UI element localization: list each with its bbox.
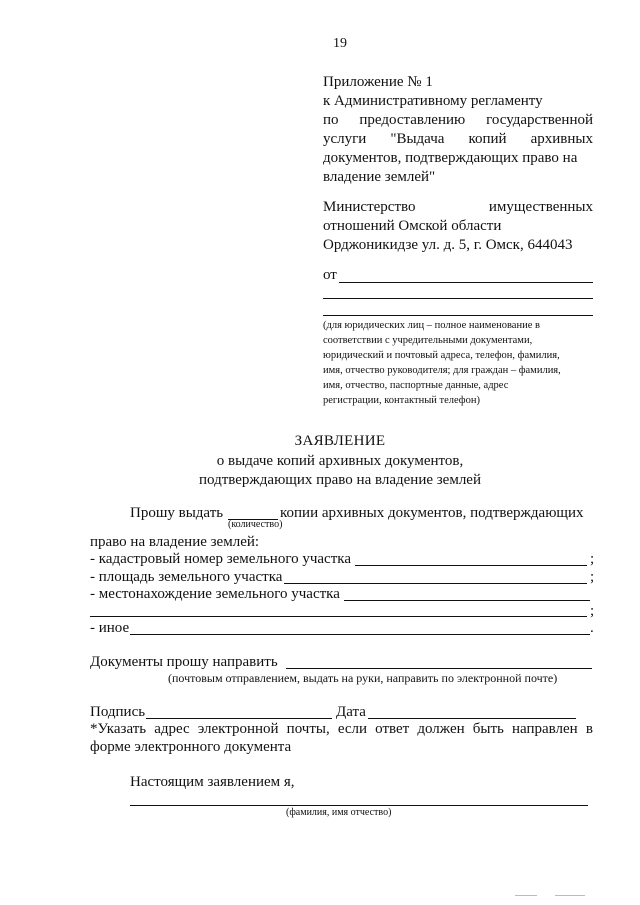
annex-word: архивных [530, 131, 593, 147]
delivery-label: Документы прошу направить [90, 654, 278, 670]
note-word: *Указать [90, 721, 147, 737]
from-field-line-2[interactable] [323, 298, 593, 299]
page-number: 19 [333, 36, 347, 51]
from-hint-line: имя, отчество руководителя; для граждан – фамилия, [323, 365, 561, 376]
consent-text: Настоящим заявлением я, [130, 774, 295, 790]
annex-word: по [323, 112, 339, 128]
note-word: быть [472, 721, 504, 737]
from-field-line-1[interactable] [339, 282, 593, 283]
statement-title: ЗАЯВЛЕНИЕ [294, 433, 386, 449]
email-note-line-1 [90, 720, 593, 738]
note-word: почты, [286, 721, 330, 737]
area-label: - площадь земельного участка [90, 569, 283, 585]
addressee-word: имущественных [488, 199, 593, 215]
from-hint-line: регистрации, контактный телефон) [323, 395, 480, 406]
date-label: Дата [336, 704, 366, 720]
annex-line-2: к Административному регламенту [323, 93, 543, 109]
addressee-word: Министерство [323, 199, 416, 215]
location-label: - местонахождение земельного участка [90, 586, 340, 602]
delivery-field[interactable] [286, 668, 592, 669]
cadastral-field[interactable] [355, 565, 587, 566]
location-field-line-2[interactable] [90, 616, 587, 617]
scan-artifact [515, 895, 537, 896]
request-prefix: Прошу выдать [130, 505, 224, 521]
annex-word: государственной [486, 112, 593, 128]
annex-line-5: документов, подтверждающих право на [323, 150, 578, 166]
from-hint-line: юридический и почтовый адреса, телефон, фамилия, [323, 350, 560, 361]
quantity-hint: (количество) [228, 519, 283, 530]
addressee-line-1 [323, 198, 593, 216]
note-word: направлен [511, 721, 578, 737]
from-hint-line: (для юридических лиц – полное наименование в [323, 320, 540, 331]
other-label: - иное [90, 620, 130, 636]
delivery-hint: (почтовым отправлением, выдать на руки, направить по электронной почте) [168, 671, 558, 685]
location-semicolon: ; [590, 603, 595, 619]
request-suffix: копии архивных документов, подтверждающих [280, 505, 584, 521]
from-hint [323, 318, 561, 408]
cadastral-semicolon: ; [590, 551, 595, 567]
note-word: если [337, 721, 368, 737]
from-hint-line: имя, отчество, паспортные данные, адрес [323, 380, 509, 391]
addressee-line-3: Орджоникидзе ул. д. 5, г. Омск, 644043 [323, 237, 573, 253]
consent-hint: (фамилия, имя отчество) [286, 807, 392, 818]
date-field[interactable] [368, 718, 576, 719]
note-word: адрес [154, 721, 190, 737]
other-period: . [590, 620, 594, 636]
note-word: должен [417, 721, 465, 737]
signature-label: Подпись [90, 704, 146, 720]
annex-word: предоставлению [359, 112, 466, 128]
note-word: электронной [197, 721, 279, 737]
signature-field[interactable] [146, 718, 332, 719]
note-word: в [585, 721, 593, 737]
consent-name-field[interactable] [130, 805, 588, 806]
area-semicolon: ; [590, 569, 595, 585]
statement-subtitle-1: о выдаче копий архивных документов, [216, 453, 464, 469]
from-hint-line: соответствии с учредительными документами, [323, 335, 533, 346]
email-note-line-2: форме электронного документа [90, 739, 292, 755]
addressee-line-2: отношений Омской области [323, 218, 502, 234]
note-word: ответ [375, 721, 410, 737]
annex-word: услуги [323, 131, 367, 147]
ownership-line: право на владение землей: [90, 534, 260, 550]
annex-word: копий [468, 131, 507, 147]
from-label: от [323, 267, 337, 283]
annex-line-3 [323, 111, 593, 129]
location-field-line-1[interactable] [344, 600, 590, 601]
from-field-line-3[interactable] [323, 315, 593, 316]
annex-line-1: Приложение № 1 [323, 74, 433, 90]
annex-line-4 [323, 130, 593, 148]
other-field[interactable] [130, 634, 590, 635]
statement-subtitle-2: подтверждающих право на владение землей [199, 472, 481, 488]
cadastral-label: - кадастровый номер земельного участка [90, 551, 351, 567]
annex-word: "Выдача [390, 131, 445, 147]
scan-artifact [555, 895, 585, 896]
area-field[interactable] [284, 583, 587, 584]
annex-line-6: владение землей" [323, 169, 436, 185]
